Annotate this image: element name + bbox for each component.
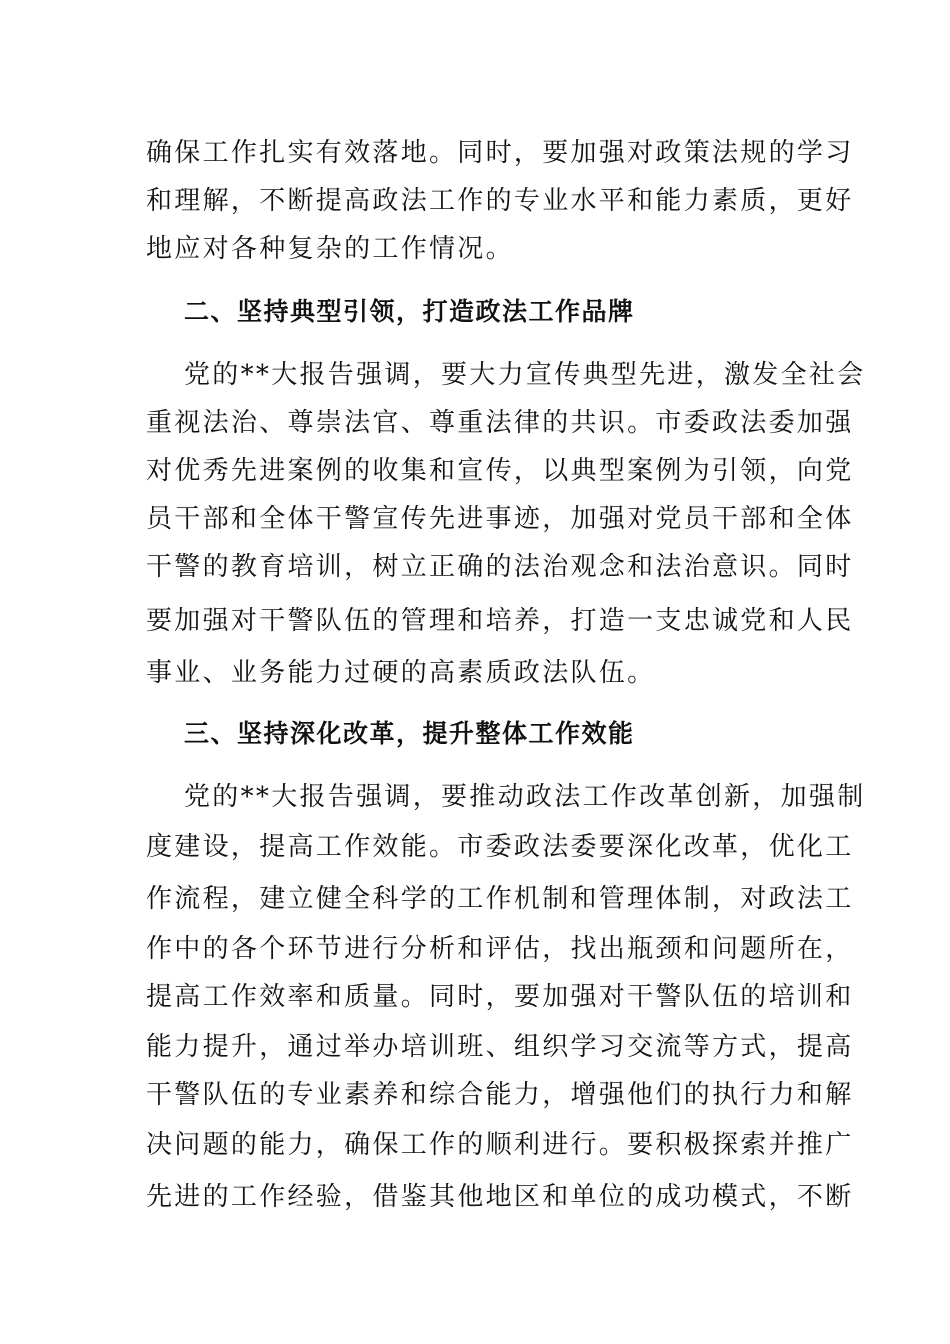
paragraph-line: 作流程，建立健全科学的工作机制和管理体制，对政法工 [146,884,854,914]
paragraph-line: 事业、业务能力过硬的高素质政法队伍。 [146,658,656,688]
paragraph-line: 员干部和全体干警宣传先进事迹，加强对党员干部和全体 [146,504,854,534]
paragraph-line: 和理解，不断提高政法工作的专业水平和能力素质，更好 [146,186,854,216]
section-heading: 三、坚持深化改革，提升整体工作效能 [184,719,635,748]
paragraph-line: 干警的教育培训，树立正确的法治观念和法治意识。同时 [146,552,854,582]
paragraph-line: 作中的各个环节进行分析和评估，找出瓶颈和问题所在， [146,934,854,964]
paragraph-line: 提高工作效率和质量。同时，要加强对干警队伍的培训和 [146,982,854,1012]
section-heading: 二、坚持典型引领，打造政法工作品牌 [184,297,635,326]
paragraph-line: 干警队伍的专业素养和综合能力，增强他们的执行力和解 [146,1080,854,1110]
paragraph-line: 对优秀先进案例的收集和宣传，以典型案例为引领，向党 [146,456,854,486]
paragraph-line: 度建设，提高工作效能。市委政法委要深化改革，优化工 [146,832,854,862]
paragraph-line: 决问题的能力，确保工作的顺利进行。要积极探索并推广 [146,1130,854,1160]
paragraph-line: 党的**大报告强调，要大力宣传典型先进，激发全社会 [184,360,866,390]
paragraph-line: 要加强对干警队伍的管理和培养，打造一支忠诚党和人民 [146,606,854,636]
paragraph-line: 地应对各种复杂的工作情况。 [146,234,514,264]
paragraph-line: 先进的工作经验，借鉴其他地区和单位的成功模式，不断 [146,1182,854,1212]
paragraph-line: 能力提升，通过举办培训班、组织学习交流等方式，提高 [146,1032,854,1062]
paragraph-line: 党的**大报告强调，要推动政法工作改革创新，加强制 [184,782,866,812]
paragraph-line: 重视法治、尊崇法官、尊重法律的共识。市委政法委加强 [146,408,854,438]
paragraph-line: 确保工作扎实有效落地。同时，要加强对政策法规的学习 [146,138,854,168]
